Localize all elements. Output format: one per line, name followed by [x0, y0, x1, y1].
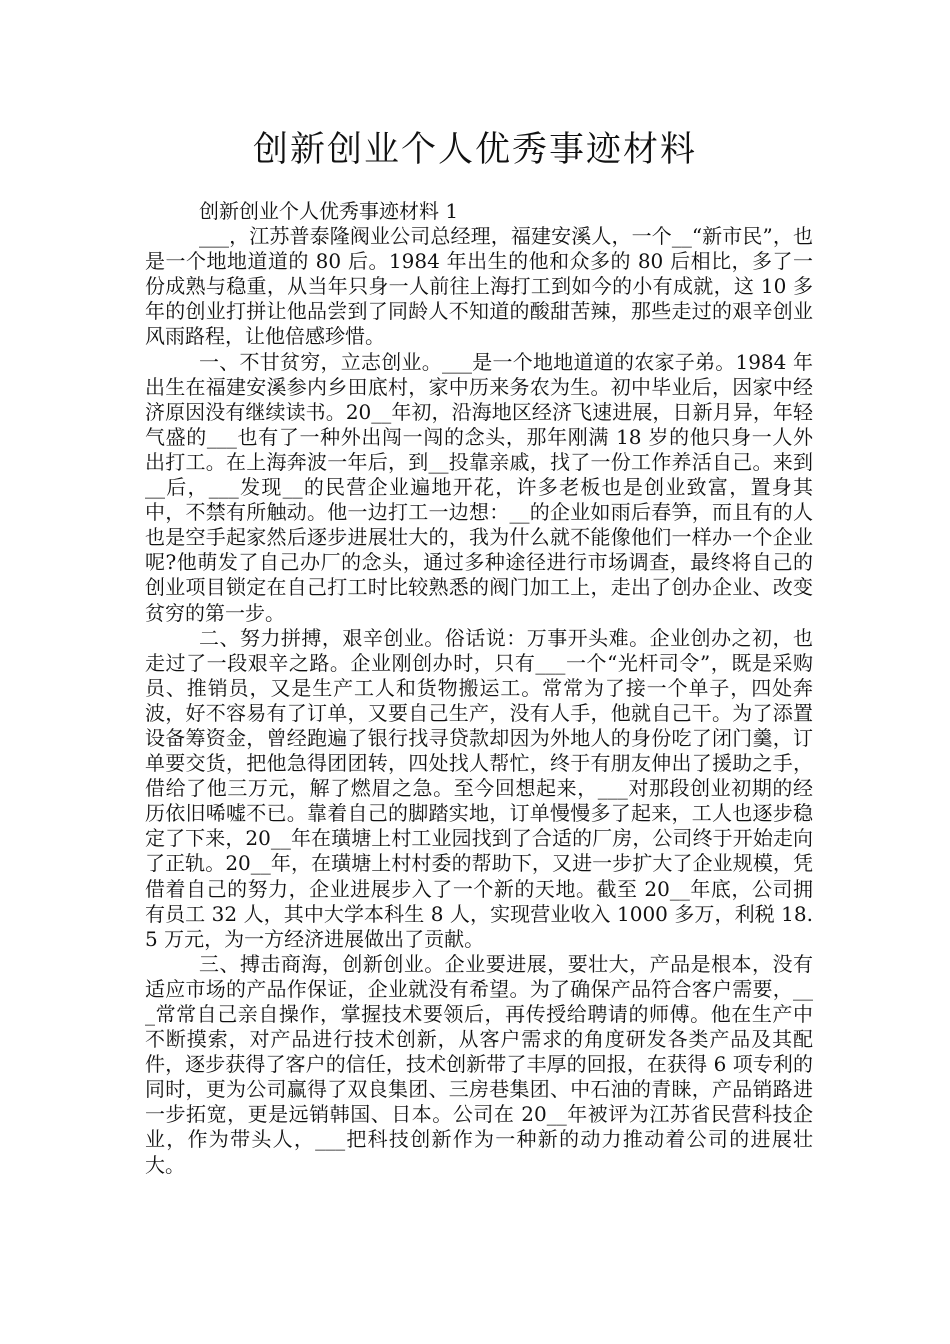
paragraph-section-2: 二、努力拼搏，艰辛创业。俗话说：万事开头难。企业创办之初，也走过了一段艰辛之路。企业刚创办时，只有___一个“光杆司令”，既是采购员、推销员，又是生产工人和货物搬运工。常常为了接一个单子，四处奔波，好不容易有了订单，又要自己生产，没有人手，他就自己干。为了添置设备筹资金，曾经跑遍了银行找寻贷款却因为外地人的身份吃了闭门羹，订单要交货，把他急得团团转，四处找人帮忙，终于有朋友伸出了援助之手，借给了他三万元，解了燃眉之急。至今回想起来，___对那段创业初期的经历依旧唏嘘不已。靠着自己的脚踏实地，订单慢慢多了起来，工人也逐步稳定了下来，20__年在璜塘上村工业园找到了合适的厂房，公司终于开始走向了正轨。20__年，在璜塘上村村委的帮助下，又进一步扩大了企业规模，凭借着自己的努力，企业进展步入了一个新的天地。截至 20__年底，公司拥有员工 32 人，其中大学本科生 8 人，实现营业收入 1000 多万，利税 18.5 万元，为一方经济进展做出了贡献。: [145, 625, 813, 951]
document-title: 创新创业个人优秀事迹材料: [252, 130, 697, 170]
paragraph-section-3: 三、搏击商海，创新创业。企业要进展，要壮大，产品是根本，没有适应市场的产品作保证，企业就没有希望。为了确保产品符合客户需要，___常常自己亲自操作，掌握技术要领后，再传授给聘请的师傅。他在生产中不断摸索，对产品进行技术创新，从客户需求的角度研发各类产品及其配件，逐步获得了客户的信任，技术创新带了丰厚的回报，在获得 6 项专利的同时，更为公司赢得了双良集团、三房巷集团、中石油的青睐，产品销路进一步拓宽，更是远销韩国、日本。公司在 20__年被评为江苏省民营科技企业，作为带头人，___把科技创新作为一种新的动力推动着公司的进展壮大。: [145, 951, 813, 1177]
document-subtitle: 创新创业个人优秀事迹材料 1: [199, 199, 459, 223]
paragraph-intro: ___，江苏普泰隆阀业公司总经理，福建安溪人，一个__“新市民”，也是一个地地道道的 80 后。1984 年出生的他和众多的 80 后相比，多了一份成熟与稳重，从当年只身一人前往上海打工到如今的小有成就，这 10 多年的创业打拼让他品尝到了同龄人不知道的酸甜苦辣，那些走过的艰辛创业风雨路程，让他倍感珍惜。: [145, 224, 813, 349]
paragraph-section-1: 一、不甘贫穷，立志创业。___是一个地地道道的农家子弟。1984 年出生在福建安溪参内乡田底村，家中历来务农为生。初中毕业后，因家中经济原因没有继续读书。20__年初，沿海地区经济飞速进展，日新月异，年轻气盛的___也有了一种外出闯一闯的念头，那年刚满 18 岁的他只身一人外出打工。在上海奔波一年后，到__投靠亲戚，找了一份工作养活自己。来到__后，___发现__的民营企业遍地开花，许多老板也是创业致富，置身其中，不禁有所触动。他一边打工一边想：__的企业如雨后春笋，而且有的人也是空手起家然后逐步进展壮大的，我为什么就不能像他们一样办一个企业呢?他萌发了自己办厂的念头，通过多种途径进行市场调查，最终将自己的创业项目锁定在自己打工时比较熟悉的阀门加工上，走出了创办企业、改变贫穷的第一步。: [145, 349, 813, 625]
document-body: [145, 199, 813, 1178]
